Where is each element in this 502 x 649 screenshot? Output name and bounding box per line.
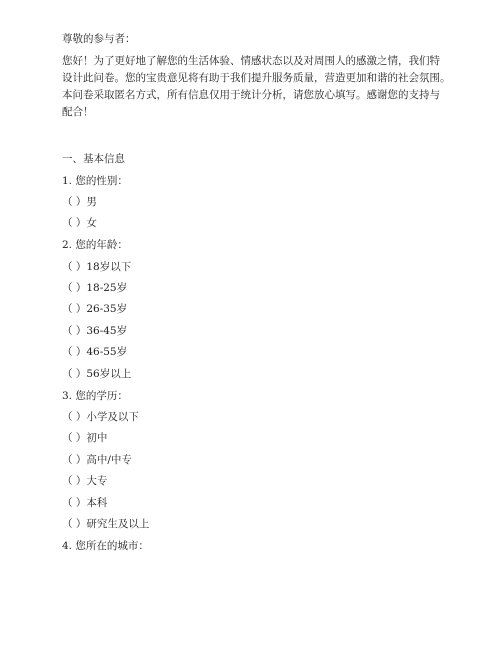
question-1-option: （ ）女 bbox=[62, 217, 97, 229]
greeting: 尊敬的参与者： bbox=[62, 33, 136, 45]
question-3-option: （ ）研究生及以上 bbox=[62, 518, 150, 530]
question-2-option: （ ）18岁以下 bbox=[62, 261, 132, 273]
question-4-title: 4. 您所在的城市： bbox=[62, 540, 149, 552]
question-2-title: 2. 您的年龄： bbox=[62, 239, 128, 251]
question-3-option: （ ）大专 bbox=[62, 475, 108, 487]
question-3-title: 3. 您的学历： bbox=[62, 390, 128, 402]
question-1-option: （ ）男 bbox=[62, 196, 97, 208]
intro-paragraph bbox=[62, 53, 451, 121]
question-2-option: （ ）36-45岁 bbox=[62, 325, 128, 337]
question-1-title: 1. 您的性别： bbox=[62, 175, 128, 187]
section-title: 一、基本信息 bbox=[62, 153, 125, 165]
question-2-option: （ ）56岁以上 bbox=[62, 368, 132, 380]
question-3-option: （ ）小学及以下 bbox=[62, 411, 139, 423]
question-2-option: （ ）18-25岁 bbox=[62, 282, 128, 294]
intro-line-2: 设计此问卷。您的宝贵意见将有助于我们提升服务质量，营造更加和谐的社会氛围。 bbox=[62, 72, 451, 84]
question-3-option: （ ）高中/中专 bbox=[62, 454, 132, 466]
question-2-option: （ ）46-55岁 bbox=[62, 346, 128, 358]
intro-line-3: 本问卷采取匿名方式，所有信息仅用于统计分析，请您放心填写。感谢您的支持与 bbox=[62, 89, 440, 101]
question-3-option: （ ）初中 bbox=[62, 432, 108, 444]
intro-line-4: 配合！ bbox=[62, 106, 94, 118]
question-3-option: （ ）本科 bbox=[62, 497, 108, 509]
question-2-option: （ ）26-35岁 bbox=[62, 303, 128, 315]
intro-line-1: 您好！为了更好地了解您的生活体验、情感状态以及对周围人的感激之情，我们特 bbox=[62, 55, 440, 67]
